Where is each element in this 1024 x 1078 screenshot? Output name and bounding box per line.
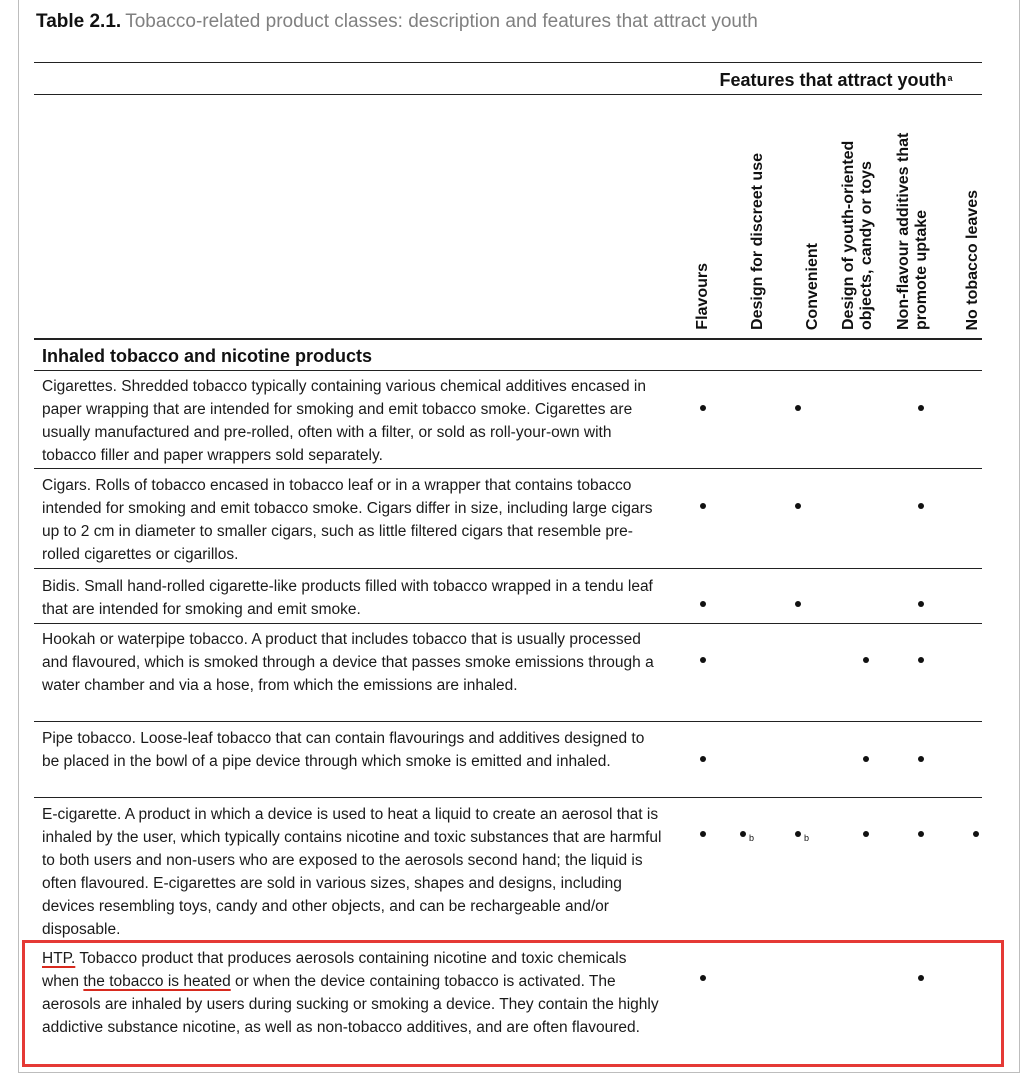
feature-marker	[863, 756, 869, 762]
row-description	[42, 727, 662, 773]
feature-marker-footnote: b	[749, 833, 755, 843]
row-description	[42, 575, 662, 621]
htp-highlight-box	[22, 940, 1004, 1067]
feature-marker	[918, 601, 924, 607]
row-text: Shredded tobacco typically containing various chemical additives encased in paper wrapping that are intended for smoking and emit tobacco smoke. Cigarettes are usually manufactured and pre-rolled, often with a filter, or sold as roll-your-own with tobacco filler and paper wrappers sold separately.	[42, 378, 646, 464]
row-lead: Hookah or waterpipe tobacco.	[42, 631, 248, 648]
features-heading	[690, 68, 982, 92]
feature-marker-footnote: b	[804, 833, 810, 843]
feature-marker	[795, 831, 810, 843]
header-bottom-rule	[34, 338, 982, 340]
column-header-label: Non-flavour additives that promote uptake	[894, 132, 930, 330]
feature-marker	[700, 503, 706, 509]
section-heading: Inhaled tobacco and nicotine products	[42, 346, 373, 366]
feature-marker	[918, 975, 924, 981]
table-caption: Tobacco-related product classes: description and features that attract youth	[125, 11, 758, 32]
table-top-rule	[34, 62, 982, 63]
table-row-cigars	[34, 469, 982, 568]
feature-marker	[700, 831, 706, 837]
row-lead: Pipe tobacco.	[42, 730, 136, 747]
table-label: Table 2.1.	[36, 11, 122, 32]
row-description	[42, 375, 662, 467]
row-text: Rolls of tobacco encased in tobacco leaf or in a wrapper that contains tobacco intended for smoking and emit tobacco smoke. Cigars differ in size, including large cigars up to 2 cm in diameter to smaller cigars, such as little filtered cigars that resemble pre-rolled cigarettes or cigarillos.	[42, 477, 653, 563]
column-header-label: Design for discreet use	[748, 153, 766, 330]
row-lead: Cigars.	[42, 477, 92, 494]
feature-marker	[795, 503, 801, 509]
feature-marker	[918, 831, 924, 837]
feature-marker	[700, 975, 706, 981]
features-heading-rule	[34, 94, 982, 95]
table-title	[36, 10, 758, 34]
feature-marker	[863, 657, 869, 663]
column-header-label: Convenient	[803, 242, 821, 330]
row-text: Loose-leaf tobacco that can contain flavourings and additives designed to be placed in the bowl of a pipe device through which smoke is emitted and inhaled.	[42, 730, 645, 770]
row-lead: E-cigarette.	[42, 806, 122, 823]
row-text-emphasis: the tobacco is heated	[83, 973, 231, 990]
column-header-flavours	[675, 100, 730, 330]
table-row-hookah	[34, 624, 982, 721]
feature-marker	[795, 601, 801, 607]
column-header-non-flavour-additives	[885, 100, 940, 330]
feature-marker	[918, 503, 924, 509]
column-header-no-tobacco-leaves	[945, 100, 1000, 330]
feature-marker	[700, 405, 706, 411]
row-lead: Bidis.	[42, 578, 80, 595]
feature-marker	[918, 756, 924, 762]
features-heading-text: Features that attract youth	[719, 70, 947, 90]
feature-marker	[863, 831, 869, 837]
row-lead: HTP.	[42, 950, 76, 967]
table-row-e-cigarette	[34, 798, 982, 940]
row-text-after: or when the device containing tobacco is activated. The aerosols are inhaled by users during sucking or smoking a device. They contain the highly addictive substance nicotine, as well as non-tobacco additives, and are often flavoured.	[42, 973, 659, 1036]
feature-marker	[700, 756, 706, 762]
column-header-discreet-use	[730, 100, 785, 330]
feature-marker	[700, 657, 706, 663]
table-row-bidis	[34, 569, 982, 623]
column-header-label: No tobacco leaves	[963, 189, 981, 330]
row-description	[42, 628, 662, 697]
row-text: Small hand-rolled cigarette-like products filled with tobacco wrapped in a tendu leaf that are intended for smoking and emit smoke.	[42, 578, 653, 618]
features-heading-footnote: a	[947, 73, 953, 83]
column-header-youth-objects	[830, 100, 885, 330]
table-row-cigarettes	[34, 371, 982, 468]
column-header-label: Flavours	[693, 263, 711, 330]
row-text: A product in which a device is used to heat a liquid to create an aerosol that is inhaled by the user, which typically contains nicotine and toxic substances that are harmful to both users and non-users who are exposed to the aerosols second hand; the liquid is often flavoured. E-cigarettes are sold in various sizes, shapes and designs, including devices resembling toys, candy and other objects, and can be rechargeable and/or disposable.	[42, 806, 662, 938]
column-header-label: Design of youth-oriented objects, candy or toys	[839, 140, 875, 330]
row-text: A product that includes tobacco that is usually processed and flavoured, which is smoked through a device that passes smoke emissions through a water chamber and via a hose, from which the emissions are inhaled.	[42, 631, 654, 694]
feature-marker	[700, 601, 706, 607]
row-lead: Cigarettes.	[42, 378, 117, 395]
row-text-before: Tobacco product that produces aerosols containing nicotine and toxic chemicals when	[42, 950, 627, 990]
table-row-pipe-tobacco	[34, 722, 982, 797]
feature-marker	[795, 405, 801, 411]
feature-marker	[918, 657, 924, 663]
row-description	[42, 803, 662, 941]
row-description	[42, 474, 662, 566]
feature-marker	[973, 831, 979, 837]
feature-marker	[740, 831, 755, 843]
feature-marker	[918, 405, 924, 411]
